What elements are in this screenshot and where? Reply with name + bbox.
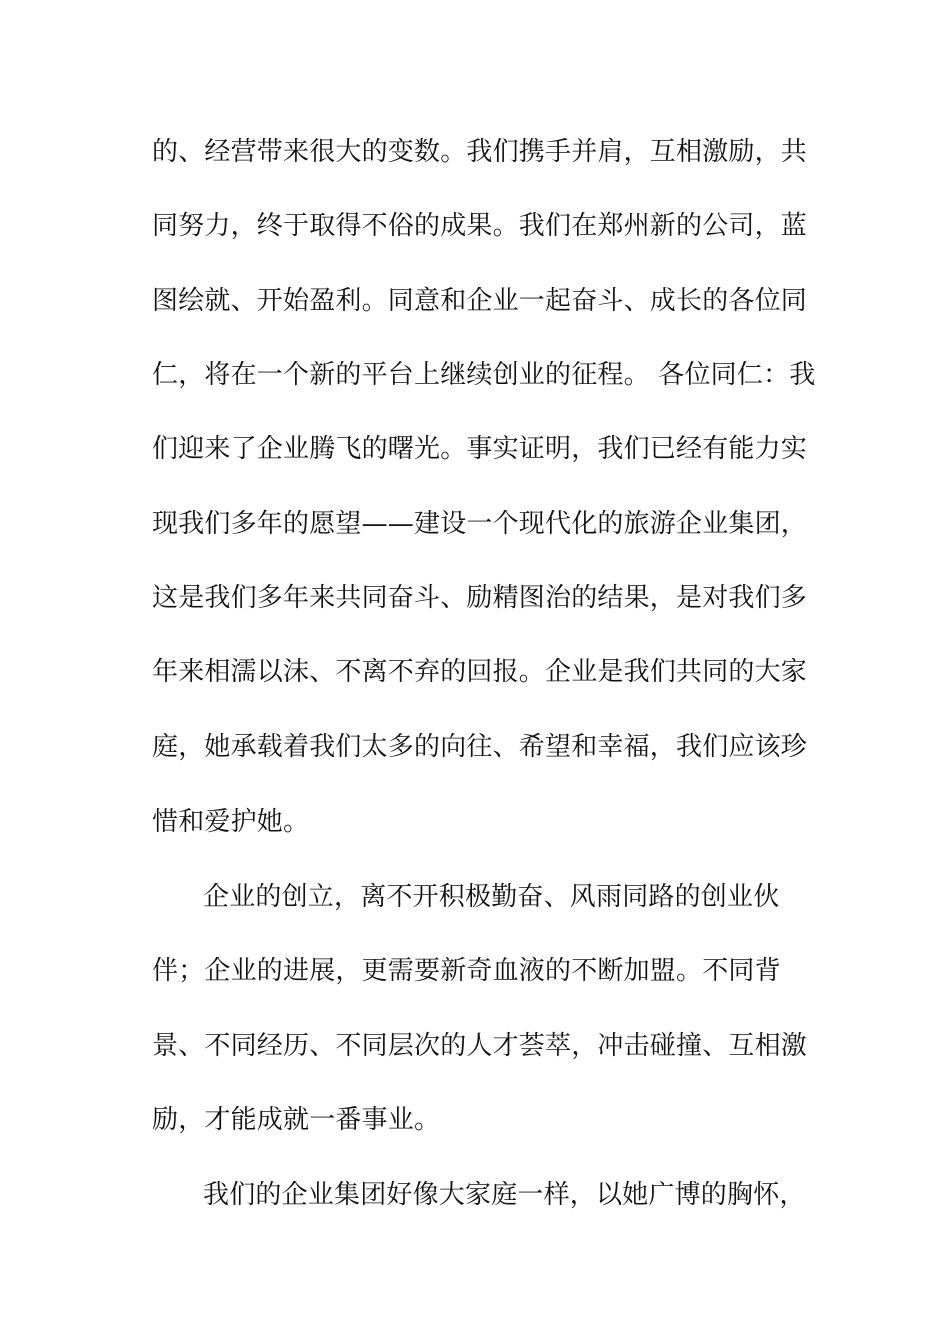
paragraph-line: 们迎来了企业腾飞的曙光。事实证明，我们已经有能力实 (152, 434, 808, 464)
paragraph-line: 这是我们多年来共同奋斗、励精图治的结果，是对我们多 (152, 583, 808, 613)
paragraph-line: 的、经营带来很大的变数。我们携手并肩，互相激励，共 (152, 137, 808, 167)
paragraph-line: 惜和爱护她。 (152, 807, 310, 837)
paragraph-line: 仁，将在一个新的平台上继续创业的征程。 各位同仁：我 (152, 360, 816, 390)
paragraph-line: 景、不同经历、不同层次的人才荟萃，冲击碰撞、互相激 (152, 1031, 808, 1061)
paragraph-line: 庭，她承载着我们太多的向往、希望和幸福，我们应该珍 (152, 732, 808, 762)
paragraph-line: 图绘就、开始盈利。同意和企业一起奋斗、成长的各位同 (152, 286, 808, 316)
paragraph-line: 伴；企业的进展，更需要新奇血液的不断加盟。不同背 (152, 956, 781, 986)
paragraph-line: 励，才能成就一番事业。 (152, 1105, 441, 1135)
paragraph-line: 我们的企业集团好像大家庭一样，以她广博的胸怀， (203, 1180, 806, 1210)
paragraph-line: 现我们多年的愿望——建设一个现代化的旅游企业集团， (152, 509, 808, 539)
paragraph-line: 同努力，终于取得不俗的成果。我们在郑州新的公司，蓝 (152, 211, 808, 241)
paragraph-line: 年来相濡以沫、不离不弃的回报。企业是我们共同的大家 (152, 657, 808, 687)
paragraph-line: 企业的创立，离不开积极勤奋、风雨同路的创业伙 (203, 882, 780, 912)
